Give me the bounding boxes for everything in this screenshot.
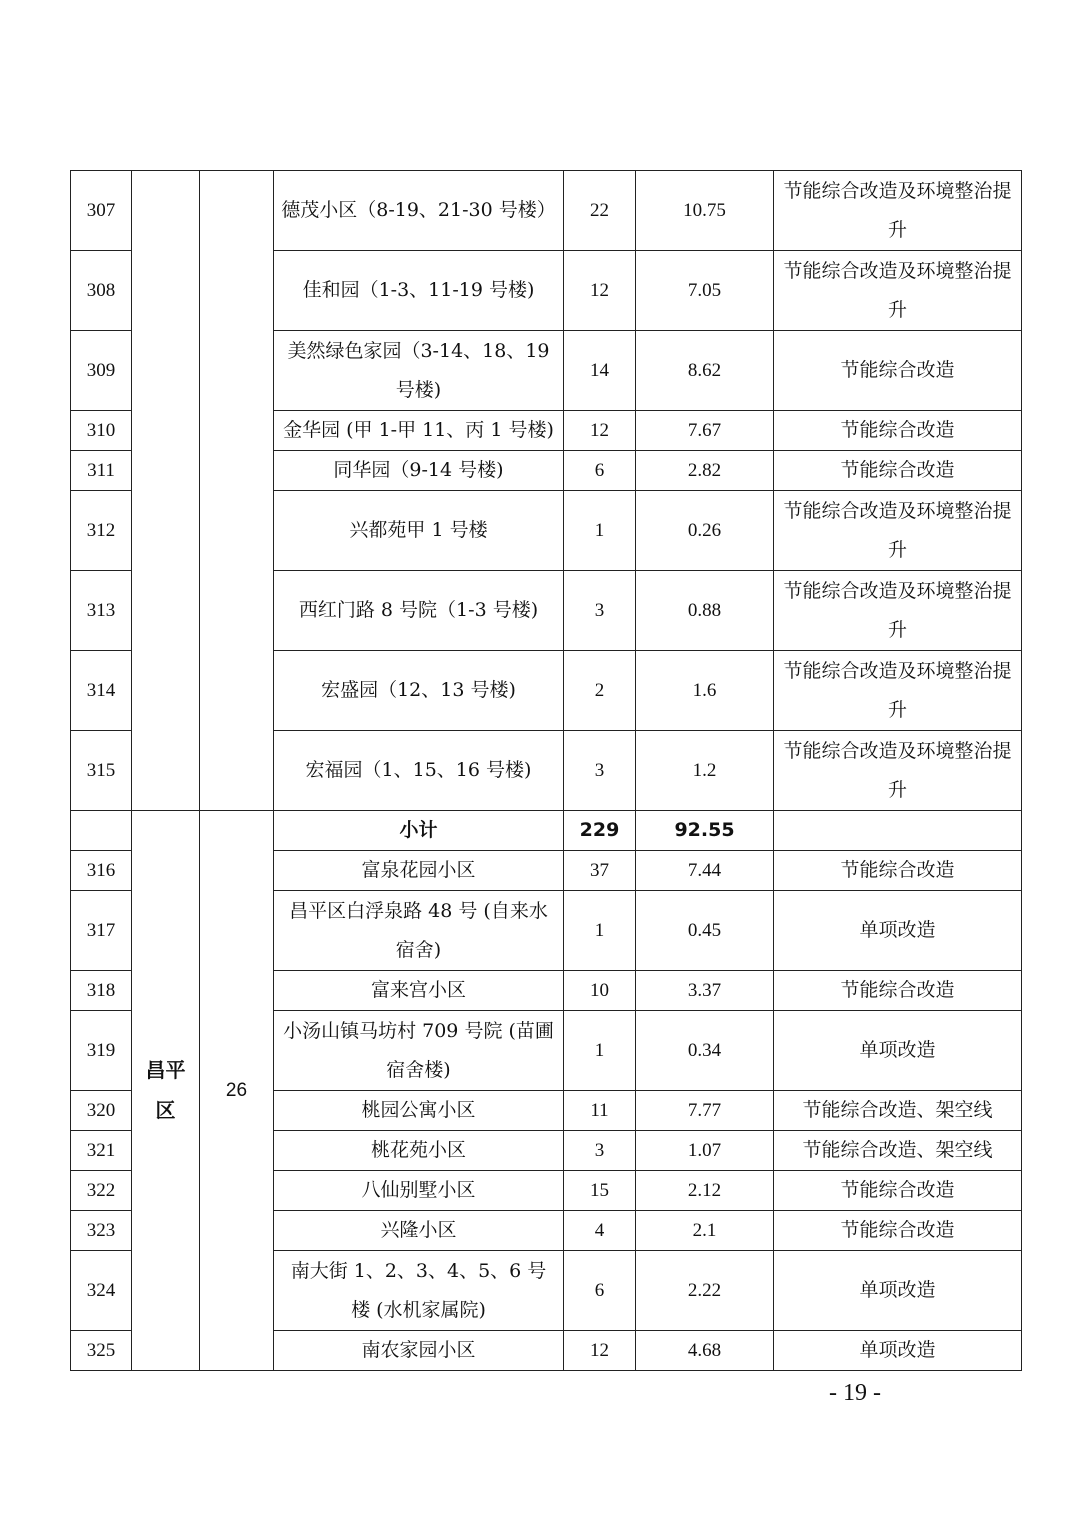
row-number: 314 bbox=[71, 651, 132, 731]
building-count: 1 bbox=[564, 491, 636, 571]
row-number: 319 bbox=[71, 1011, 132, 1091]
district-cell bbox=[132, 811, 200, 1371]
count-cell-empty bbox=[200, 171, 274, 811]
building-count: 12 bbox=[564, 411, 636, 451]
building-count: 6 bbox=[564, 1251, 636, 1331]
renovation-content: 节能综合改造及环境整治提升 bbox=[774, 651, 1022, 731]
row-number: 317 bbox=[71, 891, 132, 971]
area-value: 2.12 bbox=[636, 1171, 774, 1211]
subtotal-row bbox=[71, 811, 1022, 851]
renovation-content: 节能综合改造 bbox=[774, 1211, 1022, 1251]
row-number: 311 bbox=[71, 451, 132, 491]
area-value: 10.75 bbox=[636, 171, 774, 251]
district-name: 昌平区 bbox=[145, 1058, 186, 1122]
area-value: 7.05 bbox=[636, 251, 774, 331]
area-value: 2.22 bbox=[636, 1251, 774, 1331]
community-name: 昌平区白浮泉路 48 号 (自来水宿舍) bbox=[274, 891, 564, 971]
community-name: 桃园公寓小区 bbox=[274, 1091, 564, 1131]
community-name: 宏盛园（12、13 号楼) bbox=[274, 651, 564, 731]
building-count: 3 bbox=[564, 731, 636, 811]
area-value: 3.37 bbox=[636, 971, 774, 1011]
area-value: 4.68 bbox=[636, 1331, 774, 1371]
community-name: 金华园 (甲 1-甲 11、丙 1 号楼) bbox=[274, 411, 564, 451]
subtotal-area: 92.55 bbox=[636, 811, 774, 851]
community-name: 富泉花园小区 bbox=[274, 851, 564, 891]
row-number: 321 bbox=[71, 1131, 132, 1171]
building-count: 11 bbox=[564, 1091, 636, 1131]
project-table bbox=[70, 170, 1022, 1371]
row-number: 325 bbox=[71, 1331, 132, 1371]
community-name: 西红门路 8 号院（1-3 号楼) bbox=[274, 571, 564, 651]
renovation-content: 节能综合改造及环境整治提升 bbox=[774, 491, 1022, 571]
district-cell-empty bbox=[132, 171, 200, 811]
renovation-content: 节能综合改造 bbox=[774, 1171, 1022, 1211]
area-value: 1.2 bbox=[636, 731, 774, 811]
building-count: 15 bbox=[564, 1171, 636, 1211]
building-count: 22 bbox=[564, 171, 636, 251]
building-count: 12 bbox=[564, 1331, 636, 1371]
row-number: 310 bbox=[71, 411, 132, 451]
area-value: 0.34 bbox=[636, 1011, 774, 1091]
area-value: 1.07 bbox=[636, 1131, 774, 1171]
building-count: 10 bbox=[564, 971, 636, 1011]
community-name: 南农家园小区 bbox=[274, 1331, 564, 1371]
renovation-content: 节能综合改造 bbox=[774, 971, 1022, 1011]
building-count: 4 bbox=[564, 1211, 636, 1251]
row-number: 320 bbox=[71, 1091, 132, 1131]
renovation-content: 单项改造 bbox=[774, 891, 1022, 971]
renovation-content: 单项改造 bbox=[774, 1331, 1022, 1371]
renovation-content: 单项改造 bbox=[774, 1011, 1022, 1091]
building-count: 2 bbox=[564, 651, 636, 731]
subtotal-buildings: 229 bbox=[564, 811, 636, 851]
row-number: 322 bbox=[71, 1171, 132, 1211]
row-number: 318 bbox=[71, 971, 132, 1011]
area-value: 7.44 bbox=[636, 851, 774, 891]
community-name: 佳和园（1-3、11-19 号楼) bbox=[274, 251, 564, 331]
renovation-content: 单项改造 bbox=[774, 1251, 1022, 1331]
page-number: - 19 - bbox=[829, 1380, 881, 1406]
area-value: 2.82 bbox=[636, 451, 774, 491]
community-name: 八仙别墅小区 bbox=[274, 1171, 564, 1211]
area-value: 7.67 bbox=[636, 411, 774, 451]
community-name: 宏福园（1、15、16 号楼) bbox=[274, 731, 564, 811]
row-number: 323 bbox=[71, 1211, 132, 1251]
table-row bbox=[71, 171, 1022, 251]
community-name: 美然绿色家园（3-14、18、19 号楼) bbox=[274, 331, 564, 411]
area-value: 0.45 bbox=[636, 891, 774, 971]
row-number: 316 bbox=[71, 851, 132, 891]
renovation-content: 节能综合改造及环境整治提升 bbox=[774, 571, 1022, 651]
area-value: 2.1 bbox=[636, 1211, 774, 1251]
row-number: 309 bbox=[71, 331, 132, 411]
area-value: 7.77 bbox=[636, 1091, 774, 1131]
subtotal-label: 小计 bbox=[274, 811, 564, 851]
building-count: 3 bbox=[564, 571, 636, 651]
renovation-content: 节能综合改造、架空线 bbox=[774, 1131, 1022, 1171]
renovation-content: 节能综合改造 bbox=[774, 851, 1022, 891]
subtotal-content-empty bbox=[774, 811, 1022, 851]
community-name: 兴隆小区 bbox=[274, 1211, 564, 1251]
building-count: 6 bbox=[564, 451, 636, 491]
renovation-content: 节能综合改造 bbox=[774, 411, 1022, 451]
area-value: 8.62 bbox=[636, 331, 774, 411]
building-count: 3 bbox=[564, 1131, 636, 1171]
community-name: 富来宫小区 bbox=[274, 971, 564, 1011]
row-number: 308 bbox=[71, 251, 132, 331]
row-number: 312 bbox=[71, 491, 132, 571]
building-count: 1 bbox=[564, 891, 636, 971]
district-count: 26 bbox=[200, 811, 274, 1371]
community-name: 南大街 1、2、3、4、5、6 号楼 (水机家属院) bbox=[274, 1251, 564, 1331]
row-number: 315 bbox=[71, 731, 132, 811]
building-count: 12 bbox=[564, 251, 636, 331]
row-number: 307 bbox=[71, 171, 132, 251]
renovation-content: 节能综合改造及环境整治提升 bbox=[774, 731, 1022, 811]
area-value: 0.88 bbox=[636, 571, 774, 651]
renovation-content: 节能综合改造 bbox=[774, 331, 1022, 411]
subtotal-number-empty bbox=[71, 811, 132, 851]
community-name: 同华园（9-14 号楼) bbox=[274, 451, 564, 491]
renovation-content: 节能综合改造、架空线 bbox=[774, 1091, 1022, 1131]
building-count: 1 bbox=[564, 1011, 636, 1091]
renovation-content: 节能综合改造及环境整治提升 bbox=[774, 251, 1022, 331]
area-value: 0.26 bbox=[636, 491, 774, 571]
community-name: 桃花苑小区 bbox=[274, 1131, 564, 1171]
community-name: 兴都苑甲 1 号楼 bbox=[274, 491, 564, 571]
community-name: 德茂小区（8-19、21-30 号楼） bbox=[274, 171, 564, 251]
building-count: 14 bbox=[564, 331, 636, 411]
area-value: 1.6 bbox=[636, 651, 774, 731]
community-name: 小汤山镇马坊村 709 号院 (苗圃宿舍楼) bbox=[274, 1011, 564, 1091]
renovation-content: 节能综合改造 bbox=[774, 451, 1022, 491]
building-count: 37 bbox=[564, 851, 636, 891]
renovation-content: 节能综合改造及环境整治提升 bbox=[774, 171, 1022, 251]
row-number: 313 bbox=[71, 571, 132, 651]
row-number: 324 bbox=[71, 1251, 132, 1331]
